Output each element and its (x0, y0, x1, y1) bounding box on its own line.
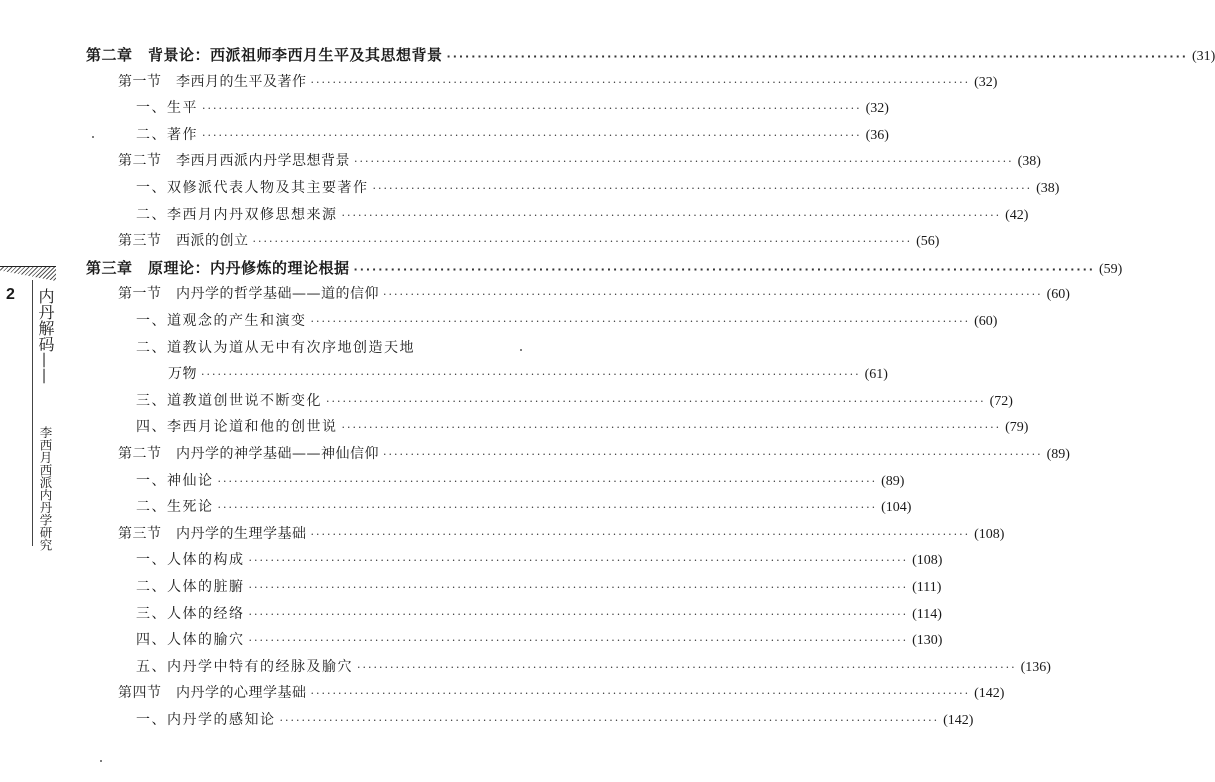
toc-entry-title: 二、李西月内丹双修思想来源 (136, 206, 338, 223)
toc-page-number: (72) (989, 393, 1013, 409)
toc-leader-dots: ························································································································ (202, 102, 862, 116)
toc-page-number: (108) (912, 553, 943, 569)
toc-entry-title: 一、道观念的产生和演变 (136, 313, 307, 329)
toc-page-number: (104) (881, 500, 912, 516)
toc-entry-title: 第二节 李西月西派内丹学思想背景 (118, 153, 350, 170)
toc-subsection-entry (136, 603, 942, 623)
toc-entry-title: 第三节 西派的创立 (118, 233, 249, 250)
toc-entry-title: 二、著作 (136, 126, 198, 143)
toc-entry-title: 三、人体的经络 (136, 605, 245, 622)
toc-subsection-entry (136, 177, 1060, 197)
toc-entry-title: 第一节 内丹学的哲学基础——道的信仰 (118, 286, 379, 303)
toc-section-entry (118, 150, 1041, 170)
toc-page-number: (42) (1005, 207, 1029, 223)
print-speck (520, 349, 522, 351)
toc-page-number: (31) (1191, 49, 1215, 64)
toc-subsection-entry (136, 310, 998, 330)
toc-leader-dots: ························································································································ (383, 448, 1043, 461)
toc-subsection-entry (136, 576, 942, 596)
toc-subsection-entry (136, 709, 974, 729)
toc-entry-title: 四、李西月论道和他的创世说 (136, 419, 338, 436)
toc-leader-dots: ························································································································ (217, 501, 878, 515)
toc-leader-dots: ························································································································ (310, 687, 971, 701)
toc-leader-dots: ························································································································ (326, 394, 986, 408)
toc-page-number: (136) (1020, 659, 1051, 675)
toc-subsection-entry (168, 363, 888, 383)
toc-page-number: (130) (912, 633, 943, 649)
toc-section-entry (118, 71, 998, 91)
toc-leader-dots: ························································································································ (372, 182, 1033, 195)
toc-leader-dots: ························································································································ (248, 581, 909, 594)
toc-leader-dots: ························································································································ (217, 474, 878, 488)
toc-leader-dots: ························································································································ (341, 421, 1002, 435)
toc-section-entry (118, 523, 1005, 543)
running-book-title: 内丹解码—— (36, 288, 55, 384)
toc-leader-dots: ························································································································ (202, 128, 862, 142)
toc-leader-dots: ························································································································ (248, 554, 909, 568)
toc-subsection-entry (136, 390, 1013, 410)
toc-leader-dots: ························································································································ (279, 714, 940, 727)
toc-subsection-entry (136, 124, 889, 144)
toc-entry-title: 二、人体的脏腑 (136, 579, 245, 595)
toc-entry-title: 万物 (168, 366, 197, 383)
toc-page-number: (89) (881, 473, 905, 489)
toc-section-entry (118, 230, 940, 250)
toc-subsection-entry (136, 549, 943, 569)
toc-subsection-entry (136, 470, 905, 490)
toc-page-number: (111) (912, 580, 942, 595)
toc-page-number: (61) (864, 367, 888, 383)
toc-entry-title: 四、人体的腧穴 (136, 632, 245, 649)
side-thumb-tab (0, 266, 58, 566)
toc-entry-title: 第三章 原理论：内丹修炼的理论根据 (86, 258, 350, 277)
toc-page-number: (60) (1046, 287, 1070, 303)
toc-entry-title: 二、道教认为道从无中有次序地创造天地 (136, 339, 415, 356)
toc-page-number: (38) (1017, 154, 1041, 170)
toc-page-number: (114) (912, 606, 942, 622)
toc-leader-dots: ························································································································ (310, 315, 971, 328)
toc-subsection-entry (136, 496, 912, 516)
toc-page-number: (108) (974, 526, 1005, 542)
toc-leader-dots: ························································································································ (383, 288, 1043, 302)
toc-entry-title: 一、生平 (136, 100, 198, 117)
toc-entry-title: 第三节 内丹学的生理学基础 (118, 525, 307, 542)
toc-leader-dots: ························································································································ (357, 660, 1017, 674)
toc-page-number: (56) (916, 234, 940, 250)
toc-entry-title: 第四节 内丹学的心理学基础 (118, 685, 307, 702)
toc-leader-dots: ························································································································ (310, 527, 971, 541)
toc-subsection-entry (136, 204, 1029, 224)
toc-entry-title: 二、生死论 (136, 499, 214, 516)
toc-entry-title: 第一节 李西月的生平及著作 (118, 73, 307, 90)
toc-subsection-entry (136, 337, 518, 357)
toc-entry-title: 一、人体的构成 (136, 552, 245, 569)
toc-page-number: (32) (865, 101, 889, 117)
toc-subsection-entry (136, 416, 1029, 436)
toc-entry-title: 五、内丹学中特有的经脉及腧穴 (136, 658, 353, 675)
toc-page-number: (60) (974, 314, 998, 329)
toc-section-entry (118, 682, 1005, 702)
toc-leader-dots: ························································································································ (252, 235, 913, 249)
toc-leader-dots: ························································································································ (248, 634, 909, 648)
toc-page-number: (142) (974, 686, 1005, 702)
toc-page-number: (142) (943, 713, 974, 728)
toc-leader-dots: ························································································································ (446, 50, 1188, 63)
toc-entry-title: 第二节 内丹学的神学基础——神仙信仰 (118, 446, 379, 462)
toc-chapter-entry (86, 257, 1123, 277)
toc-page-number: (79) (1005, 420, 1029, 436)
toc-chapter-entry (86, 44, 1215, 64)
toc-leader-dots: ························································································································ (341, 208, 1002, 222)
toc-page-number: (32) (974, 74, 998, 90)
toc-entry-title: 第二章 背景论：西派祖师李西月生平及其思想背景 (86, 46, 443, 64)
toc-leader-dots: ························································································································ (248, 607, 909, 621)
toc-entry-title: 一、双修派代表人物及其主要著作 (136, 180, 369, 196)
toc-page-number: (89) (1046, 447, 1070, 462)
toc-entry-title: 一、内丹学的感知论 (136, 712, 276, 728)
toc-subsection-entry (136, 629, 943, 649)
toc-leader-dots: ························································································································ (353, 262, 1095, 276)
toc-page-number: (36) (865, 127, 889, 143)
page-number: 2 (6, 286, 15, 303)
toc-entry-title: 一、神仙论 (136, 472, 214, 489)
toc-page-number: (59) (1098, 261, 1123, 277)
toc-section-entry (118, 283, 1070, 303)
toc-entry-title: 三、道教道创世说不断变化 (136, 392, 322, 409)
tab-header-hatch (0, 266, 56, 281)
toc-leader-dots: ························································································································ (201, 368, 861, 382)
toc-leader-dots: ························································································································ (354, 155, 1014, 169)
toc-subsection-entry (136, 97, 889, 117)
toc-subsection-entry (136, 656, 1051, 676)
tab-divider-line (32, 280, 33, 546)
toc-leader-dots: ························································································································ (310, 75, 971, 89)
running-book-subtitle: 李西月西派内丹学研究 (38, 426, 53, 551)
toc-page-number: (38) (1036, 181, 1060, 196)
toc-section-entry (118, 443, 1070, 463)
print-speck (100, 760, 102, 762)
print-speck (92, 136, 94, 138)
